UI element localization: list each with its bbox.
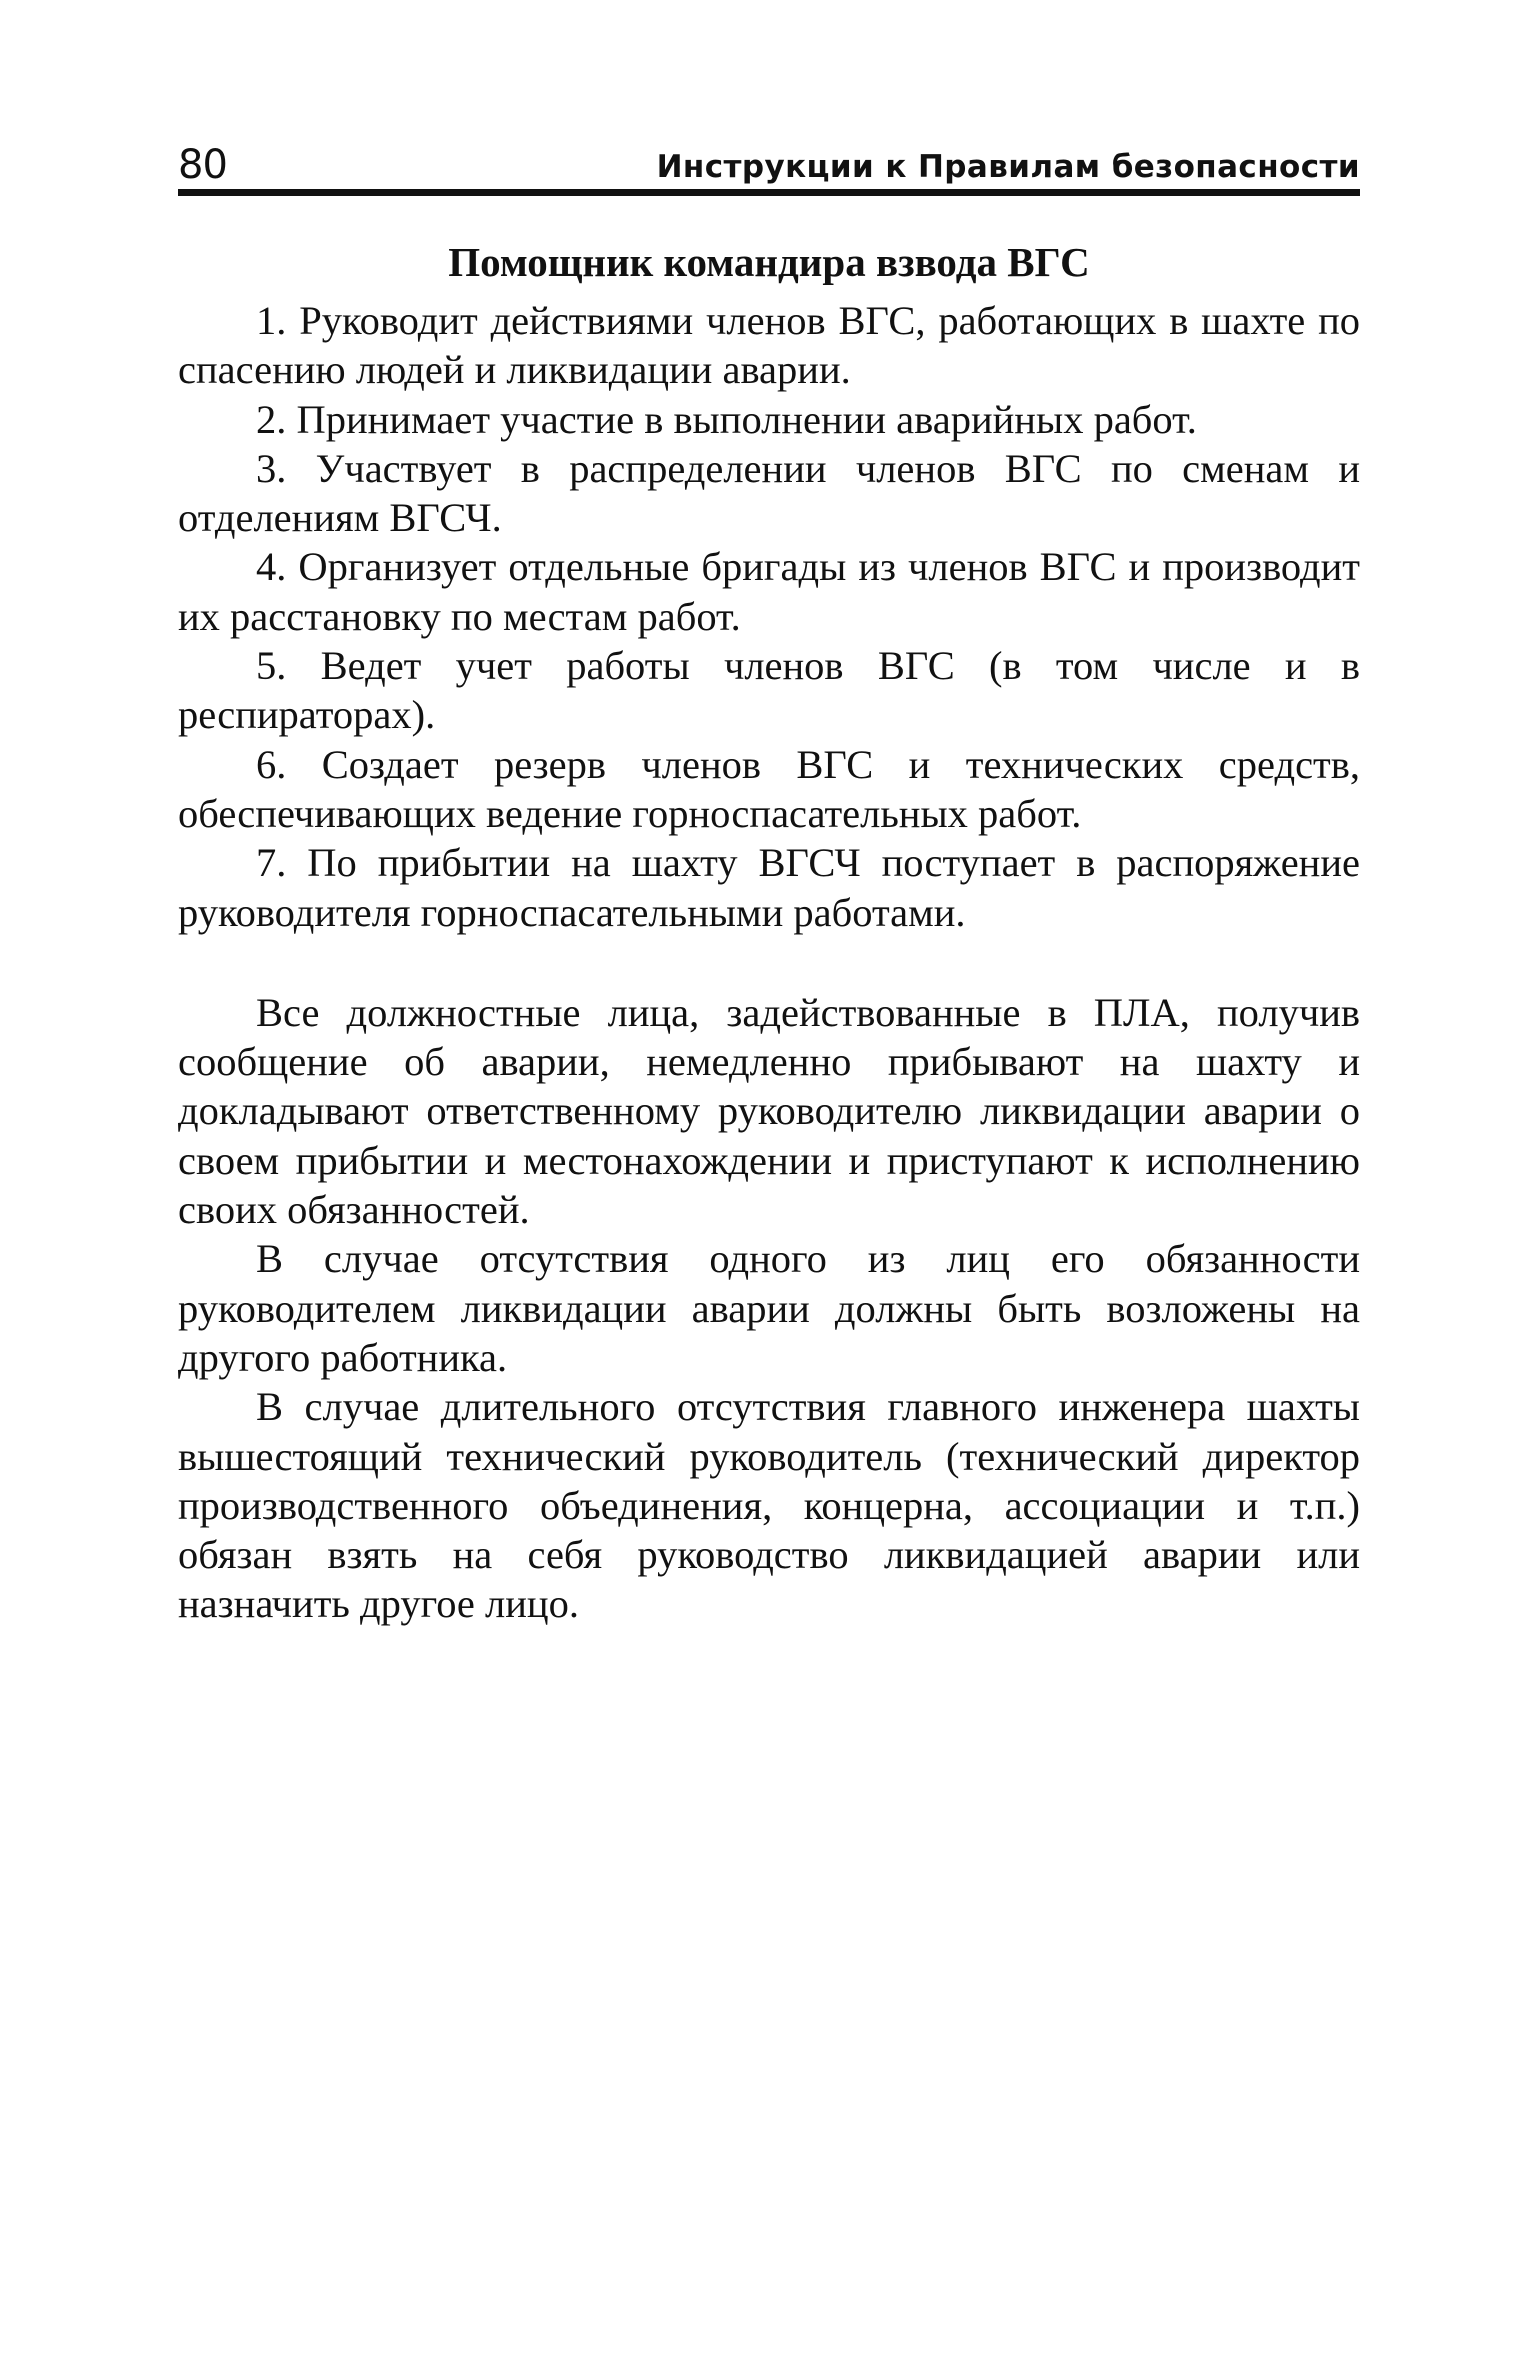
body-paragraph-2: В случае отсутствия одного из лиц его обязанности руководителем ликвидации аварии должны быть возложены на другого работника. <box>178 1236 1360 1380</box>
header-rule <box>178 189 1360 196</box>
duties-list <box>178 296 1360 937</box>
duty-item-3: 3. Участвует в распределении членов ВГС по сменам и отделениям ВГСЧ. <box>178 445 1360 541</box>
running-title: Инструкции к Правилам безопасности <box>656 149 1360 185</box>
duty-item-6: 6. Создает резерв членов ВГС и технических средств, обеспечивающих ведение горноспасательных работ. <box>178 741 1360 836</box>
body-paragraph-1: Все должностные лица, задействованные в ПЛА, получив сообщение об аварии, немедленно прибывают на шахту и докладывают ответственному руководителю ликвидации аварии о своем прибытии и местонахождении и приступают к исполнению своих обязанностей. <box>178 989 1360 1233</box>
duty-item-1: 1. Руководит действиями членов ВГС, работающих в шахте по спасению людей и ликвидации аварии. <box>178 298 1360 393</box>
duty-item-5: 5. Ведет учет работы членов ВГС (в том числе и в респираторах). <box>178 643 1360 738</box>
section-title: Помощник командира взвода ВГС <box>448 239 1090 285</box>
running-header <box>178 125 1360 188</box>
page-number: 80 <box>178 142 227 188</box>
duty-item-4: 4. Организует отдельные бригады из членов ВГС и производит их расстановку по местам работ. <box>178 544 1360 639</box>
duty-item-2: 2. Принимает участие в выполнении аварийных работ. <box>256 396 1197 442</box>
body-text <box>178 988 1360 1629</box>
book-page <box>178 125 1360 1629</box>
body-paragraph-3: В случае длительного отсутствия главного инженера шахты вышестоящий технический руководитель (технический директор производственного объединения, концерна, ассоциации и т.п.) обязан взять на себя руководство ликвидацией аварии или назначить другое лицо. <box>178 1384 1360 1627</box>
duty-item-7: 7. По прибытии на шахту ВГСЧ поступает в распоряжение руководителя горноспасательными работами. <box>178 840 1360 935</box>
